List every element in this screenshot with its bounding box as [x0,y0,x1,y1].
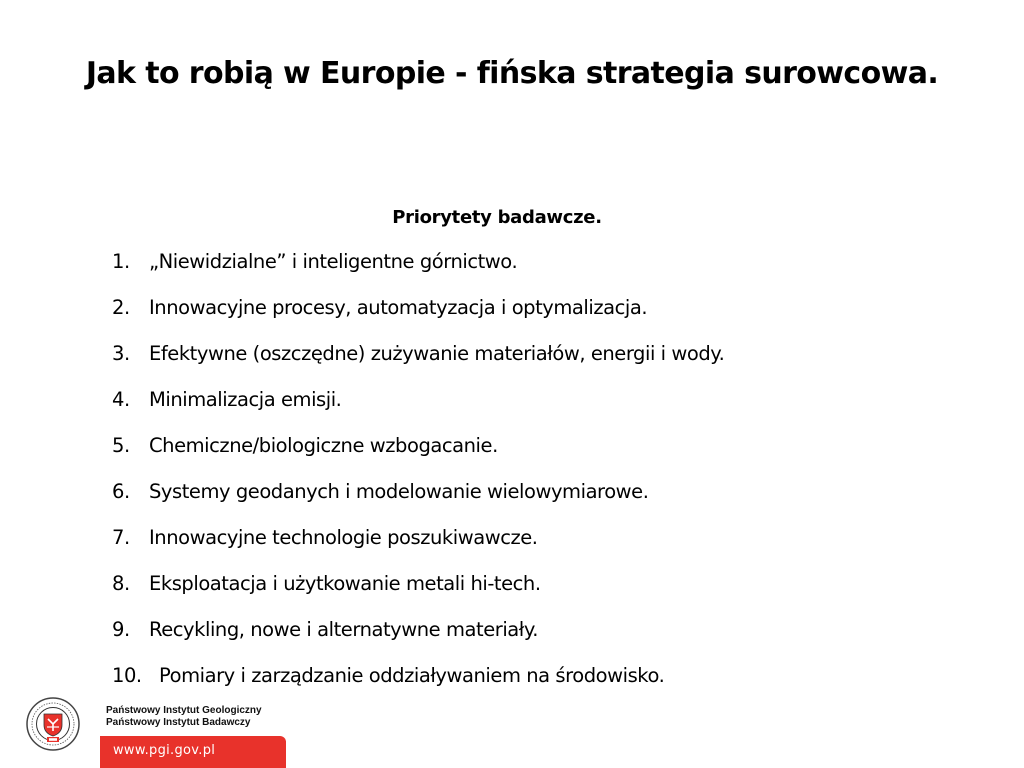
list-item [112,293,992,339]
item-text: Recykling, nowe i alternatywne materiały. [149,618,538,641]
item-text: „Niewidzialne” i inteligentne górnictwo. [149,250,518,273]
list-item [112,385,992,431]
item-text: Efektywne (oszczędne) zużywanie materiałów, energii i wody. [149,342,725,365]
item-number: 5. [112,434,130,457]
institute-names [106,705,262,729]
item-text: Systemy geodanych i modelowanie wielowymiarowe. [149,480,649,503]
item-number: 7. [112,526,130,549]
item-text: Innowacyjne procesy, automatyzacja i optymalizacja. [149,296,648,319]
institute-name-research: Państwowy Instytut Badawczy [106,717,251,728]
list-item [112,661,992,707]
item-number: 3. [112,342,130,365]
item-number: 8. [112,572,130,595]
list-item [112,339,992,385]
website-link[interactable]: www.pgi.gov.pl [113,743,216,758]
institute-name-geological: Państwowy Instytut Geologiczny [106,705,262,716]
list-item [112,569,992,615]
item-number: 4. [112,388,130,411]
list-item [112,615,992,661]
pgi-seal-icon [26,697,80,751]
item-text: Minimalizacja emisji. [149,388,342,411]
item-number: 10. [112,664,142,687]
list-item [112,247,992,293]
item-text: Eksploatacja i użytkowanie metali hi-tech. [149,572,541,595]
item-number: 9. [112,618,130,641]
slide-title: Jak to robią w Europie - fińska strategia surowcowa. [85,56,939,91]
list-item [112,431,992,477]
url-bar [100,736,286,768]
list-item [112,523,992,569]
section-heading: Priorytety badawcze. [392,207,602,228]
priority-list [112,247,992,707]
item-text: Pomiary i zarządzanie oddziaływaniem na środowisko. [159,664,665,687]
item-text: Chemiczne/biologiczne wzbogacanie. [149,434,498,457]
list-item [112,477,992,523]
item-number: 1. [112,250,130,273]
item-number: 2. [112,296,130,319]
item-number: 6. [112,480,130,503]
item-text: Innowacyjne technologie poszukiwawcze. [149,526,538,549]
